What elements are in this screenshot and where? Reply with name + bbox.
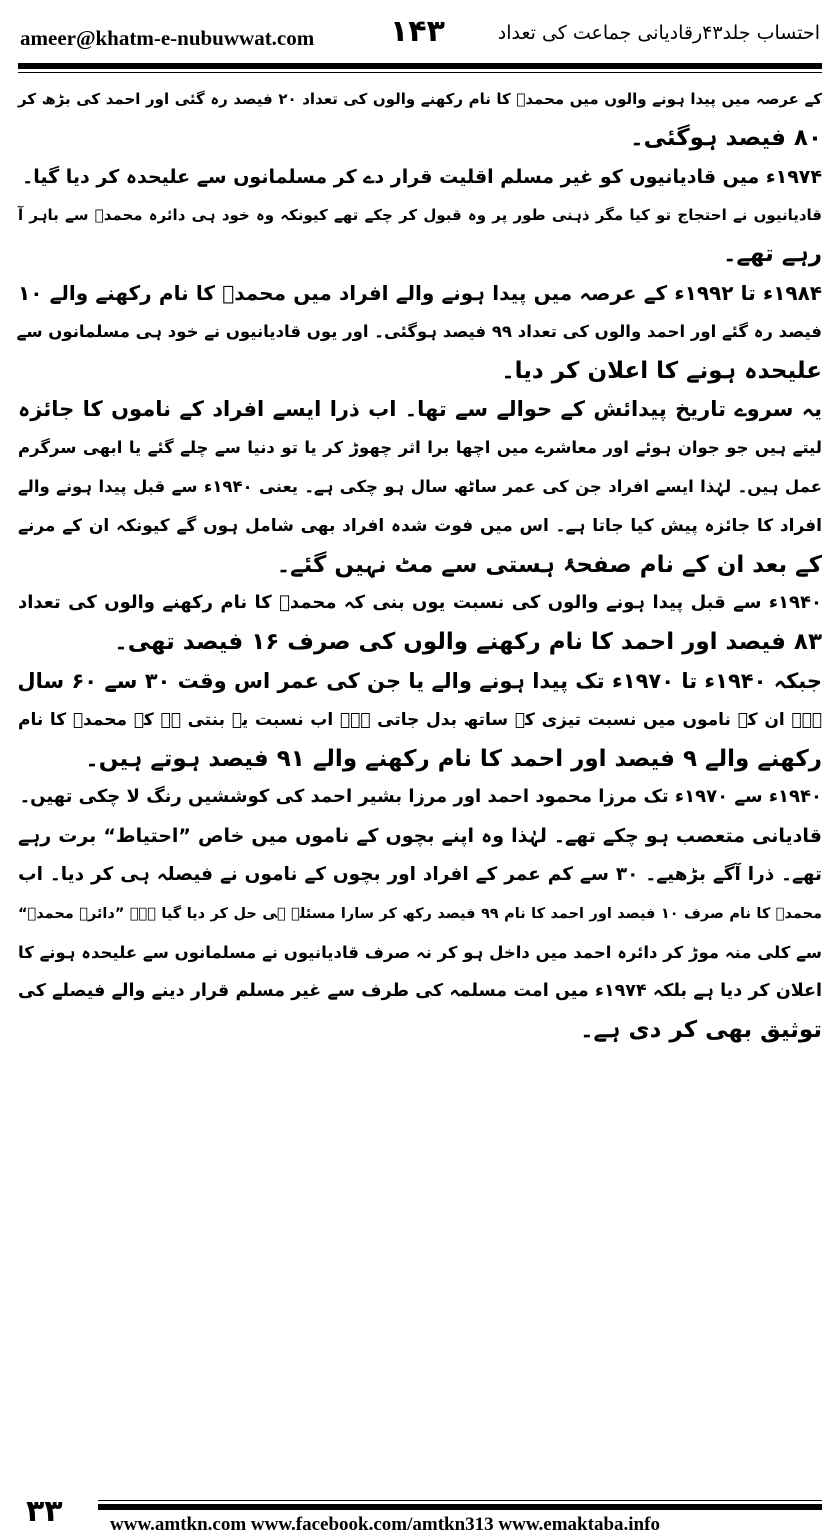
text-line: قادیانیوں نے احتجاج تو کیا مگر ذہنی طور پر وہ قبول کر چکے تھے کیونکہ وہ خود ہی دائرہ محمدؐ سے باہر آ xyxy=(18,206,822,225)
text-line: ۸۳ فیصد اور احمد کا نام رکھنے والوں کی صرف ۱۶ فیصد تھی۔ xyxy=(114,629,822,656)
page-body xyxy=(18,80,822,1475)
text-line: کے بعد ان کے نام صفحۂ ہستی سے مٹ نہیں گئے۔ xyxy=(276,551,822,578)
text-line: ۱۹۴۰ء سے قبل پیدا ہونے والوں کی نسبت یوں بنی کہ محمدؐ کا نام رکھنے والوں کی تعداد xyxy=(18,592,822,614)
text-line: لیتے ہیں جو جوان ہوئے اور معاشرے میں اچھا برا اثر چھوڑ کر یا تو دنیا سے چلے گئے یا ابھی سرگرم xyxy=(18,438,822,458)
text-line: جبکہ ۱۹۴۰ء تا ۱۹۷۰ء تک پیدا ہونے والے یا جن کی عمر اس وقت ۳۰ سے ۶۰ سال xyxy=(17,668,822,693)
text-line: محمدؐ کا نام صرف ۱۰ فیصد اور احمد کا نام ۹۹ فیصد رکھ کر سارا مسئلہ ہی حل کر دیا گیا ہے۔ ”دائرہ محمدؐ“ xyxy=(18,905,823,922)
footer-page-number: ۳۳ xyxy=(26,1494,63,1529)
text-line: ہے۔ ان کے ناموں میں نسبت تیزی کے ساتھ بدل جاتی ہے۔ اب نسبت یہ بنتی ہے کہ محمدؐ کا نام xyxy=(18,709,822,730)
text-line: ۸۰ فیصد ہوگئی۔ xyxy=(630,124,822,151)
header-rule-thick xyxy=(18,63,822,69)
text-line: ۱۹۴۰ء سے ۱۹۷۰ء تک مرزا محمود احمد اور مرزا بشیر احمد کی کوششیں رنگ لا چکی تھیں۔ xyxy=(19,786,822,808)
footer-rule-thick xyxy=(98,1504,822,1510)
text-line: عمل ہیں۔ لہٰذا ایسے افراد جن کی عمر ساٹھ سال ہو چکی ہے۔ یعنی ۱۹۴۰ء سے قبل پیدا ہونے والے xyxy=(18,476,822,496)
text-line: فیصد رہ گئے اور احمد والوں کی تعداد ۹۹ فیصد ہوگئی۔ اور یوں قادیانیوں نے خود ہی مسلمانوں سے xyxy=(16,321,822,341)
footer-rule-thin xyxy=(98,1500,822,1501)
text-line: کے عرصہ میں پیدا ہونے والوں میں محمدؐ کا نام رکھنے والوں کی تعداد ۲۰ فیصد رہ گئی اور احمد کی بڑھ کر xyxy=(18,90,822,108)
header-title: احتساب جلد۴۳رقادیانی جماعت کی تعداد xyxy=(497,22,820,44)
header-email: ameer@khatm-e-nubuwwat.com xyxy=(20,26,315,50)
text-line: قادیانی متعصب ہو چکے تھے۔ لہٰذا وہ اپنے بچوں کے ناموں میں خاص ”احتیاط“ برت رہے xyxy=(18,825,822,848)
text-line: تھے۔ ذرا آگے بڑھیے۔ ۳۰ سے کم عمر کے افراد اور بچوں کے ناموں نے فیصلہ ہی کر دیا۔ اب xyxy=(18,863,822,885)
footer-links: www.amtkn.com www.facebook.com/amtkn313 www.emaktaba.info xyxy=(110,1514,660,1535)
text-line: توثیق بھی کر دی ہے۔ xyxy=(580,1017,822,1044)
page-footer xyxy=(0,1488,840,1538)
text-line: رکھنے والے ۹ فیصد اور احمد کا نام رکھنے والے ۹۱ فیصد ہوتے ہیں۔ xyxy=(85,745,822,772)
text-line: یہ سروے تاریخ پیدائش کے حوالے سے تھا۔ اب ذرا ایسے افراد کے ناموں کا جائزہ xyxy=(18,397,822,422)
text-line: سے کلی منہ موڑ کر دائرہ احمد میں داخل ہو کر نہ صرف قادیانیوں نے مسلمانوں سے علیحدہ ہونے کا xyxy=(18,942,822,962)
text-line: افراد کا جائزہ پیش کیا جاتا ہے۔ اس میں فوت شدہ افراد بھی شامل ہوں گے کیونکہ ان کے مرنے xyxy=(18,515,822,536)
text-line: رہے تھے۔ xyxy=(723,241,822,268)
header-rule-thin xyxy=(18,72,822,73)
header-page-number: ۱۴۳ xyxy=(390,14,445,49)
text-line: ۱۹۸۴ء تا ۱۹۹۲ء کے عرصہ میں پیدا ہونے والے افراد میں محمدؐ کا نام رکھنے والے ۱۰ xyxy=(18,280,823,305)
text-line: اعلان کر دیا ہے بلکہ ۱۹۷۴ء میں امت مسلمہ کی طرف سے غیر مسلم قرار دینے والے فیصلے کی xyxy=(18,981,822,1002)
text-line: ۱۹۷۴ء میں قادیانیوں کو غیر مسلم اقلیت قرار دے کر مسلمانوں سے علیحدہ کر دیا گیا۔ xyxy=(22,165,822,188)
page-header xyxy=(18,10,822,54)
text-line: علیحدہ ہونے کا اعلان کر دیا۔ xyxy=(501,357,822,384)
